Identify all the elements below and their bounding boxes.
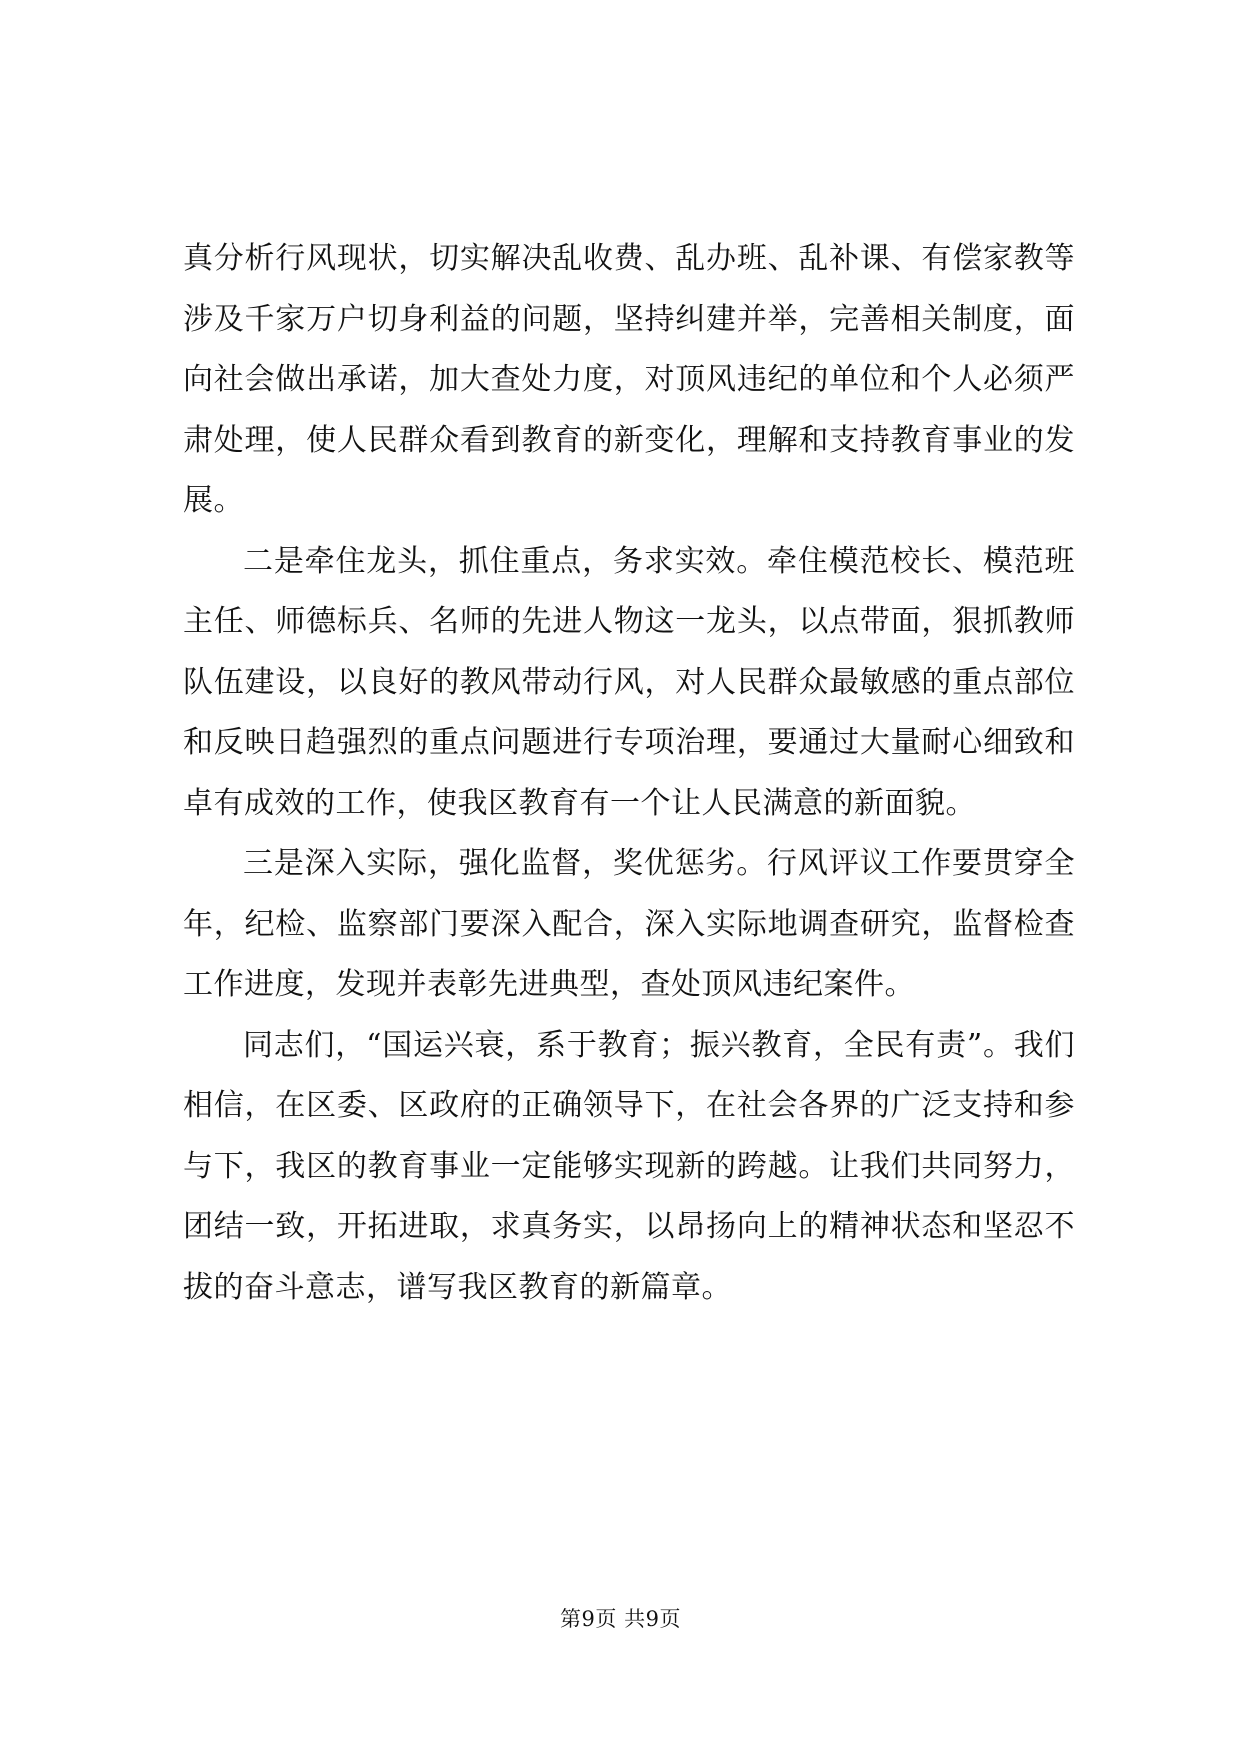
paragraph-point-two: 二是牵住龙头，抓住重点，务求实效。牵住模范校长、模范班主任、师德标兵、名师的先进人物这一龙头，以点带面，狠抓教师队伍建设，以良好的教风带动行风，对人民群众最敏感的重点部位和反映日趋强烈的重点问题进行专项治理，要通过大量耐心细致和卓有成效的工作，使我区教育有一个让人民满意的新面貌。 — [183, 543, 1075, 821]
paragraph-closing: 同志们，“国运兴衰，系于教育；振兴教育，全民有责”。我们相信，在区委、区政府的正确领导下，在社会各界的广泛支持和参与下，我区的教育事业一定能够实现新的跨越。让我们共同努力，团结一致，开拓进取，求真务实，以昂扬向上的精神状态和坚忍不拔的奋斗意志，谱写我区教育的新篇章。 — [183, 1027, 1075, 1305]
paragraph-point-three: 三是深入实际，强化监督，奖优惩劣。行风评议工作要贯穿全年，纪检、监察部门要深入配合，深入实际地调查研究，监督检查工作进度，发现并表彰先进典型，查处顶风违纪案件。 — [183, 846, 1075, 1002]
page-number-footer: 第9页 共9页 — [560, 1607, 681, 1631]
paragraph-continuation: 真分析行风现状，切实解决乱收费、乱办班、乱补课、有偿家教等涉及千家万户切身利益的问题，坚持纠建并举，完善相关制度，面向社会做出承诺，加大查处力度，对顶风违纪的单位和个人必须严肃处理，使人民群众看到教育的新变化，理解和支持教育事业的发展。 — [183, 241, 1075, 518]
document-body — [183, 229, 1075, 1318]
